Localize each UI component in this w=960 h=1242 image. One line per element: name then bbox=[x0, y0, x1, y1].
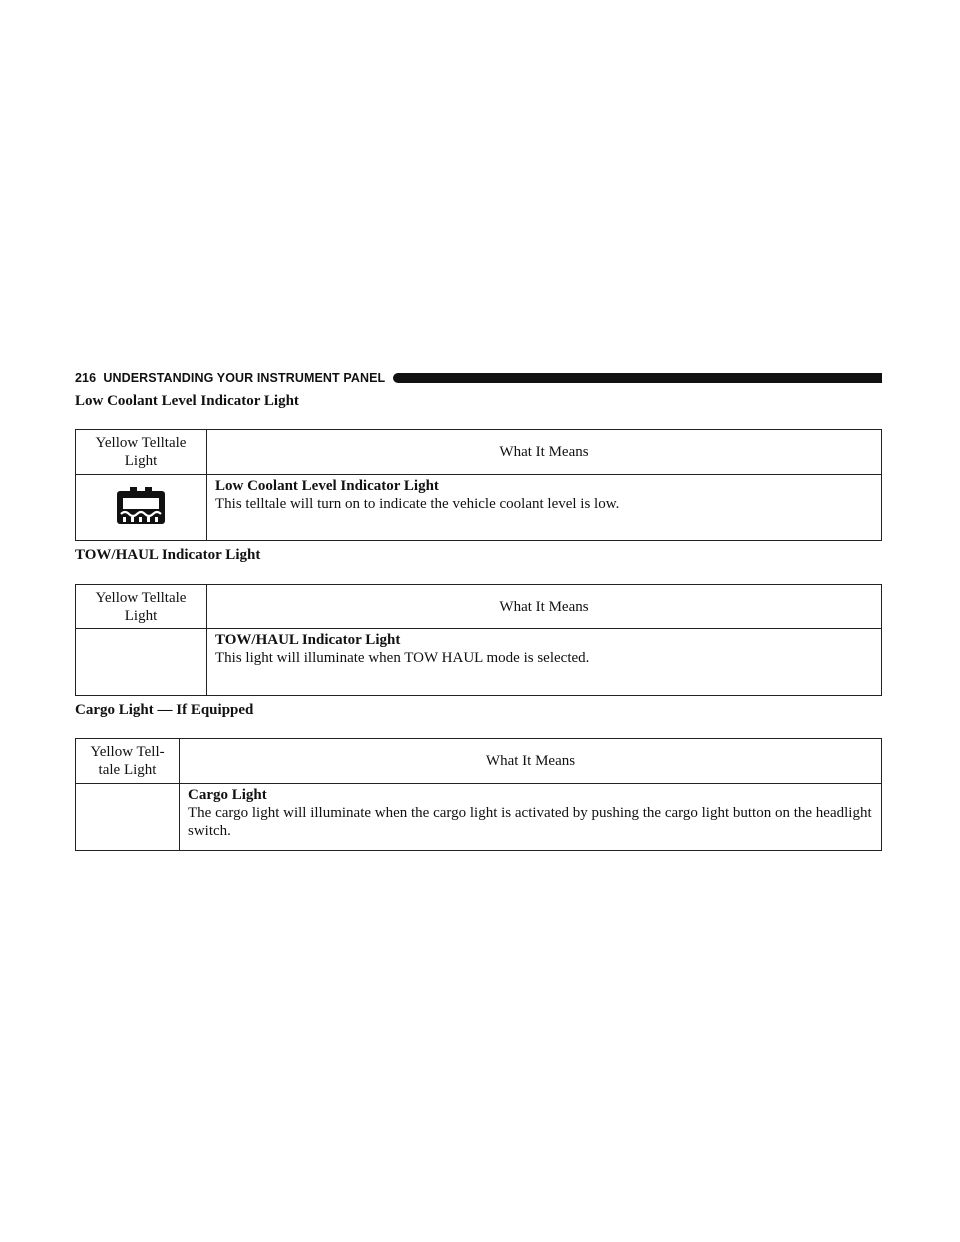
telltale-table-cargo-light bbox=[75, 738, 882, 851]
col-header-telltale: Yellow Telltale Light bbox=[76, 585, 207, 629]
section-title-tow-haul: TOW/HAUL Indicator Light bbox=[75, 547, 261, 563]
col-header-what-it-means: What It Means bbox=[207, 430, 882, 475]
telltale-description-cell bbox=[207, 629, 882, 696]
row-text: The cargo light will illuminate when the cargo light is activated by pushing the cargo light button on the headlight switch. bbox=[188, 805, 872, 839]
telltale-table-tow-haul bbox=[75, 584, 882, 696]
row-title: TOW/HAUL Indicator Light bbox=[215, 632, 401, 648]
coolant-reservoir-icon bbox=[115, 487, 167, 527]
row-text: This light will illuminate when TOW HAUL mode is selected. bbox=[215, 650, 590, 666]
table-row bbox=[76, 475, 882, 541]
telltale-icon-cell bbox=[76, 475, 207, 541]
table-header-row bbox=[76, 430, 882, 475]
col-header-what-it-means: What It Means bbox=[180, 739, 882, 784]
section-title-cargo-light: Cargo Light — If Equipped bbox=[75, 702, 254, 718]
telltale-table-low-coolant bbox=[75, 429, 882, 541]
page-number: 216 bbox=[75, 371, 97, 385]
table-row bbox=[76, 784, 882, 851]
col-header-telltale: Yellow Tell- tale Light bbox=[76, 739, 180, 784]
row-title: Low Coolant Level Indicator Light bbox=[215, 478, 439, 494]
page-header-text bbox=[75, 371, 385, 385]
row-text: This telltale will turn on to indicate the vehicle coolant level is low. bbox=[215, 496, 620, 512]
telltale-icon-cell bbox=[76, 784, 180, 851]
col-header-what-it-means: What It Means bbox=[207, 585, 882, 629]
page-header bbox=[75, 369, 882, 387]
table-header-row bbox=[76, 739, 882, 784]
col-header-telltale: Yellow Telltale Light bbox=[76, 430, 207, 475]
telltale-icon-cell bbox=[76, 629, 207, 696]
telltale-description-cell bbox=[207, 475, 882, 541]
section-name: UNDERSTANDING YOUR INSTRUMENT PANEL bbox=[103, 371, 386, 385]
table-header-row bbox=[76, 585, 882, 629]
telltale-description-cell bbox=[180, 784, 882, 851]
header-rule bbox=[393, 373, 882, 383]
row-title: Cargo Light bbox=[188, 787, 267, 803]
section-title-low-coolant: Low Coolant Level Indicator Light bbox=[75, 393, 299, 409]
table-row bbox=[76, 629, 882, 696]
